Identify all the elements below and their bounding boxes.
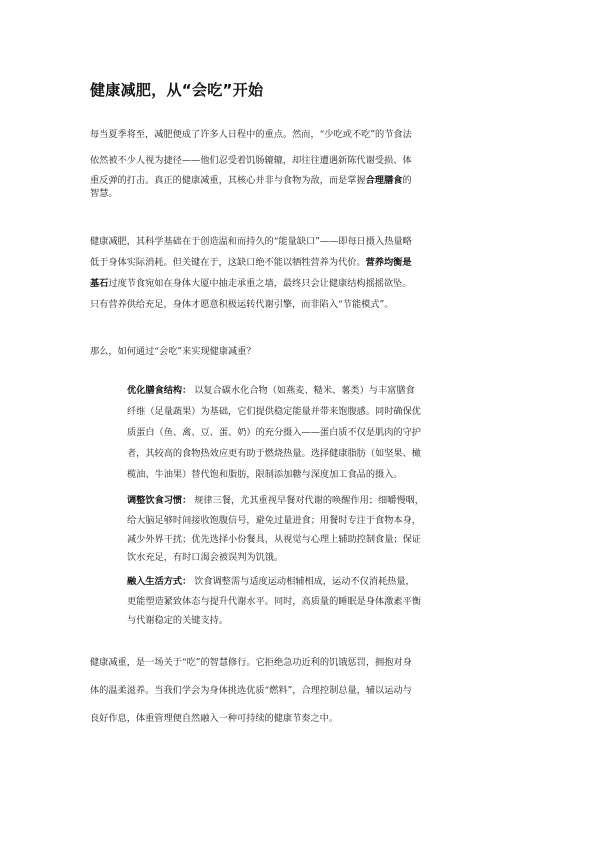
text-line: 健康减重，是一场关于“吃”的智慧修行。它拒绝急功近利的饥饿惩罚，拥抱对身 [90, 657, 412, 668]
text-line: 质蛋白（鱼、禽、豆、蛋、奶）的充分摄入——蛋白质不仅是肌肉的守护 [127, 427, 421, 438]
bold-phrase-cornerstone: 基石 [90, 278, 109, 289]
text-run: 的 [402, 175, 412, 186]
text-line [90, 252, 504, 273]
text-line [90, 174, 504, 187]
text-run: 饮食调整需与适度运动相辅相成，运动不仅消耗热量， [194, 576, 415, 587]
text-line: 智慧。 [90, 188, 118, 199]
question-paragraph [90, 342, 504, 362]
text-line: 纤维（足量蔬果）为基础，它们提供稳定能量并带来饱腹感。同时确保优 [127, 406, 421, 417]
text-line: 那么，如何通过“会吃”来实现健康减重？ [90, 346, 256, 357]
list-item-lifestyle [127, 571, 505, 630]
list-item-diet-structure [127, 380, 505, 485]
list-item-heading: 融入生活方式： [127, 576, 192, 587]
text-line [127, 380, 505, 401]
text-run: 规律三餐，尤其重视早餐对代谢的唤醒作用；细嚼慢咽， [194, 495, 424, 506]
text-line: 榄油、牛油果）替代饱和脂肪，限制添加糖与深度加工食品的摄入。 [127, 469, 403, 480]
text-line: 者，其较高的食物热效应更有助于燃烧热量。选择健康脂肪（如坚果、橄 [127, 448, 421, 459]
text-line: 饮水充足，有时口渴会被误判为饥饿。 [127, 552, 284, 563]
text-line: 只有营养供给充足，身体才愿意积极运转代谢引擎，而非陷入“节能模式”。 [90, 299, 394, 310]
text-line [127, 571, 505, 592]
conclusion-paragraph [90, 649, 504, 733]
text-line: 与代谢稳定的关键支持。 [127, 615, 229, 626]
text-run: 过度节食宛如在身体大厦中抽走承重之墙，最终只会让健康结构摇摇欲坠。 [108, 278, 412, 289]
text-line [90, 273, 504, 294]
list-item-heading: 优化膳食结构： [127, 385, 192, 396]
list-item-eating-habits [127, 490, 505, 567]
text-line: 良好作息，体重管理便自然融入一种可持续的健康节奏之中。 [90, 713, 339, 724]
text-run: 重反弹的打击。真正的健康减重，其核心并非与食物为敌，而是掌握 [90, 175, 366, 186]
text-line: 体的温柔滋养。当我们学会为身体挑选优质“燃料”，合理控制总量，辅以运动与 [90, 685, 412, 696]
text-run: 低于身体实际消耗。但关键在于，这缺口绝不能以牺牲营养为代价。 [90, 257, 366, 268]
text-run: 以复合碳水化合物（如燕麦、糙米、薯类）与丰富膳食 [194, 385, 415, 396]
document-title: 健康减肥，从“会吃”开始 [90, 81, 264, 99]
text-line: 减少外界干扰；优先选择小份餐具，从视觉与心理上辅助控制食量；保证 [127, 534, 421, 545]
text-line: 更能塑造紧致体态与提升代谢水平。同时，高质量的睡眠是身体激素平衡 [127, 596, 421, 607]
intro-paragraph [90, 122, 504, 200]
text-line: 每当夏季将至，减肥便成了许多人日程中的重点。然而，“少吃或不吃”的节食法 [90, 129, 412, 140]
bold-phrase-balanced-diet: 合理膳食 [365, 175, 403, 186]
list-item-heading: 调整饮食习惯： [127, 495, 192, 506]
text-line: 依然被不少人视为捷径——他们忍受着饥肠辘辘，却往往遭遇新陈代谢受损、体 [90, 155, 412, 166]
text-line: 健康减肥，其科学基础在于创造温和而持久的“能量缺口”——即每日摄入热量略 [90, 236, 412, 247]
bold-phrase-nutrition-balance: 营养均衡是 [365, 257, 412, 268]
text-line: 给大脑足够时间接收饱腹信号，避免过量进食；用餐时专注于食物本身， [127, 515, 421, 526]
science-paragraph [90, 231, 504, 315]
text-line [127, 490, 505, 511]
